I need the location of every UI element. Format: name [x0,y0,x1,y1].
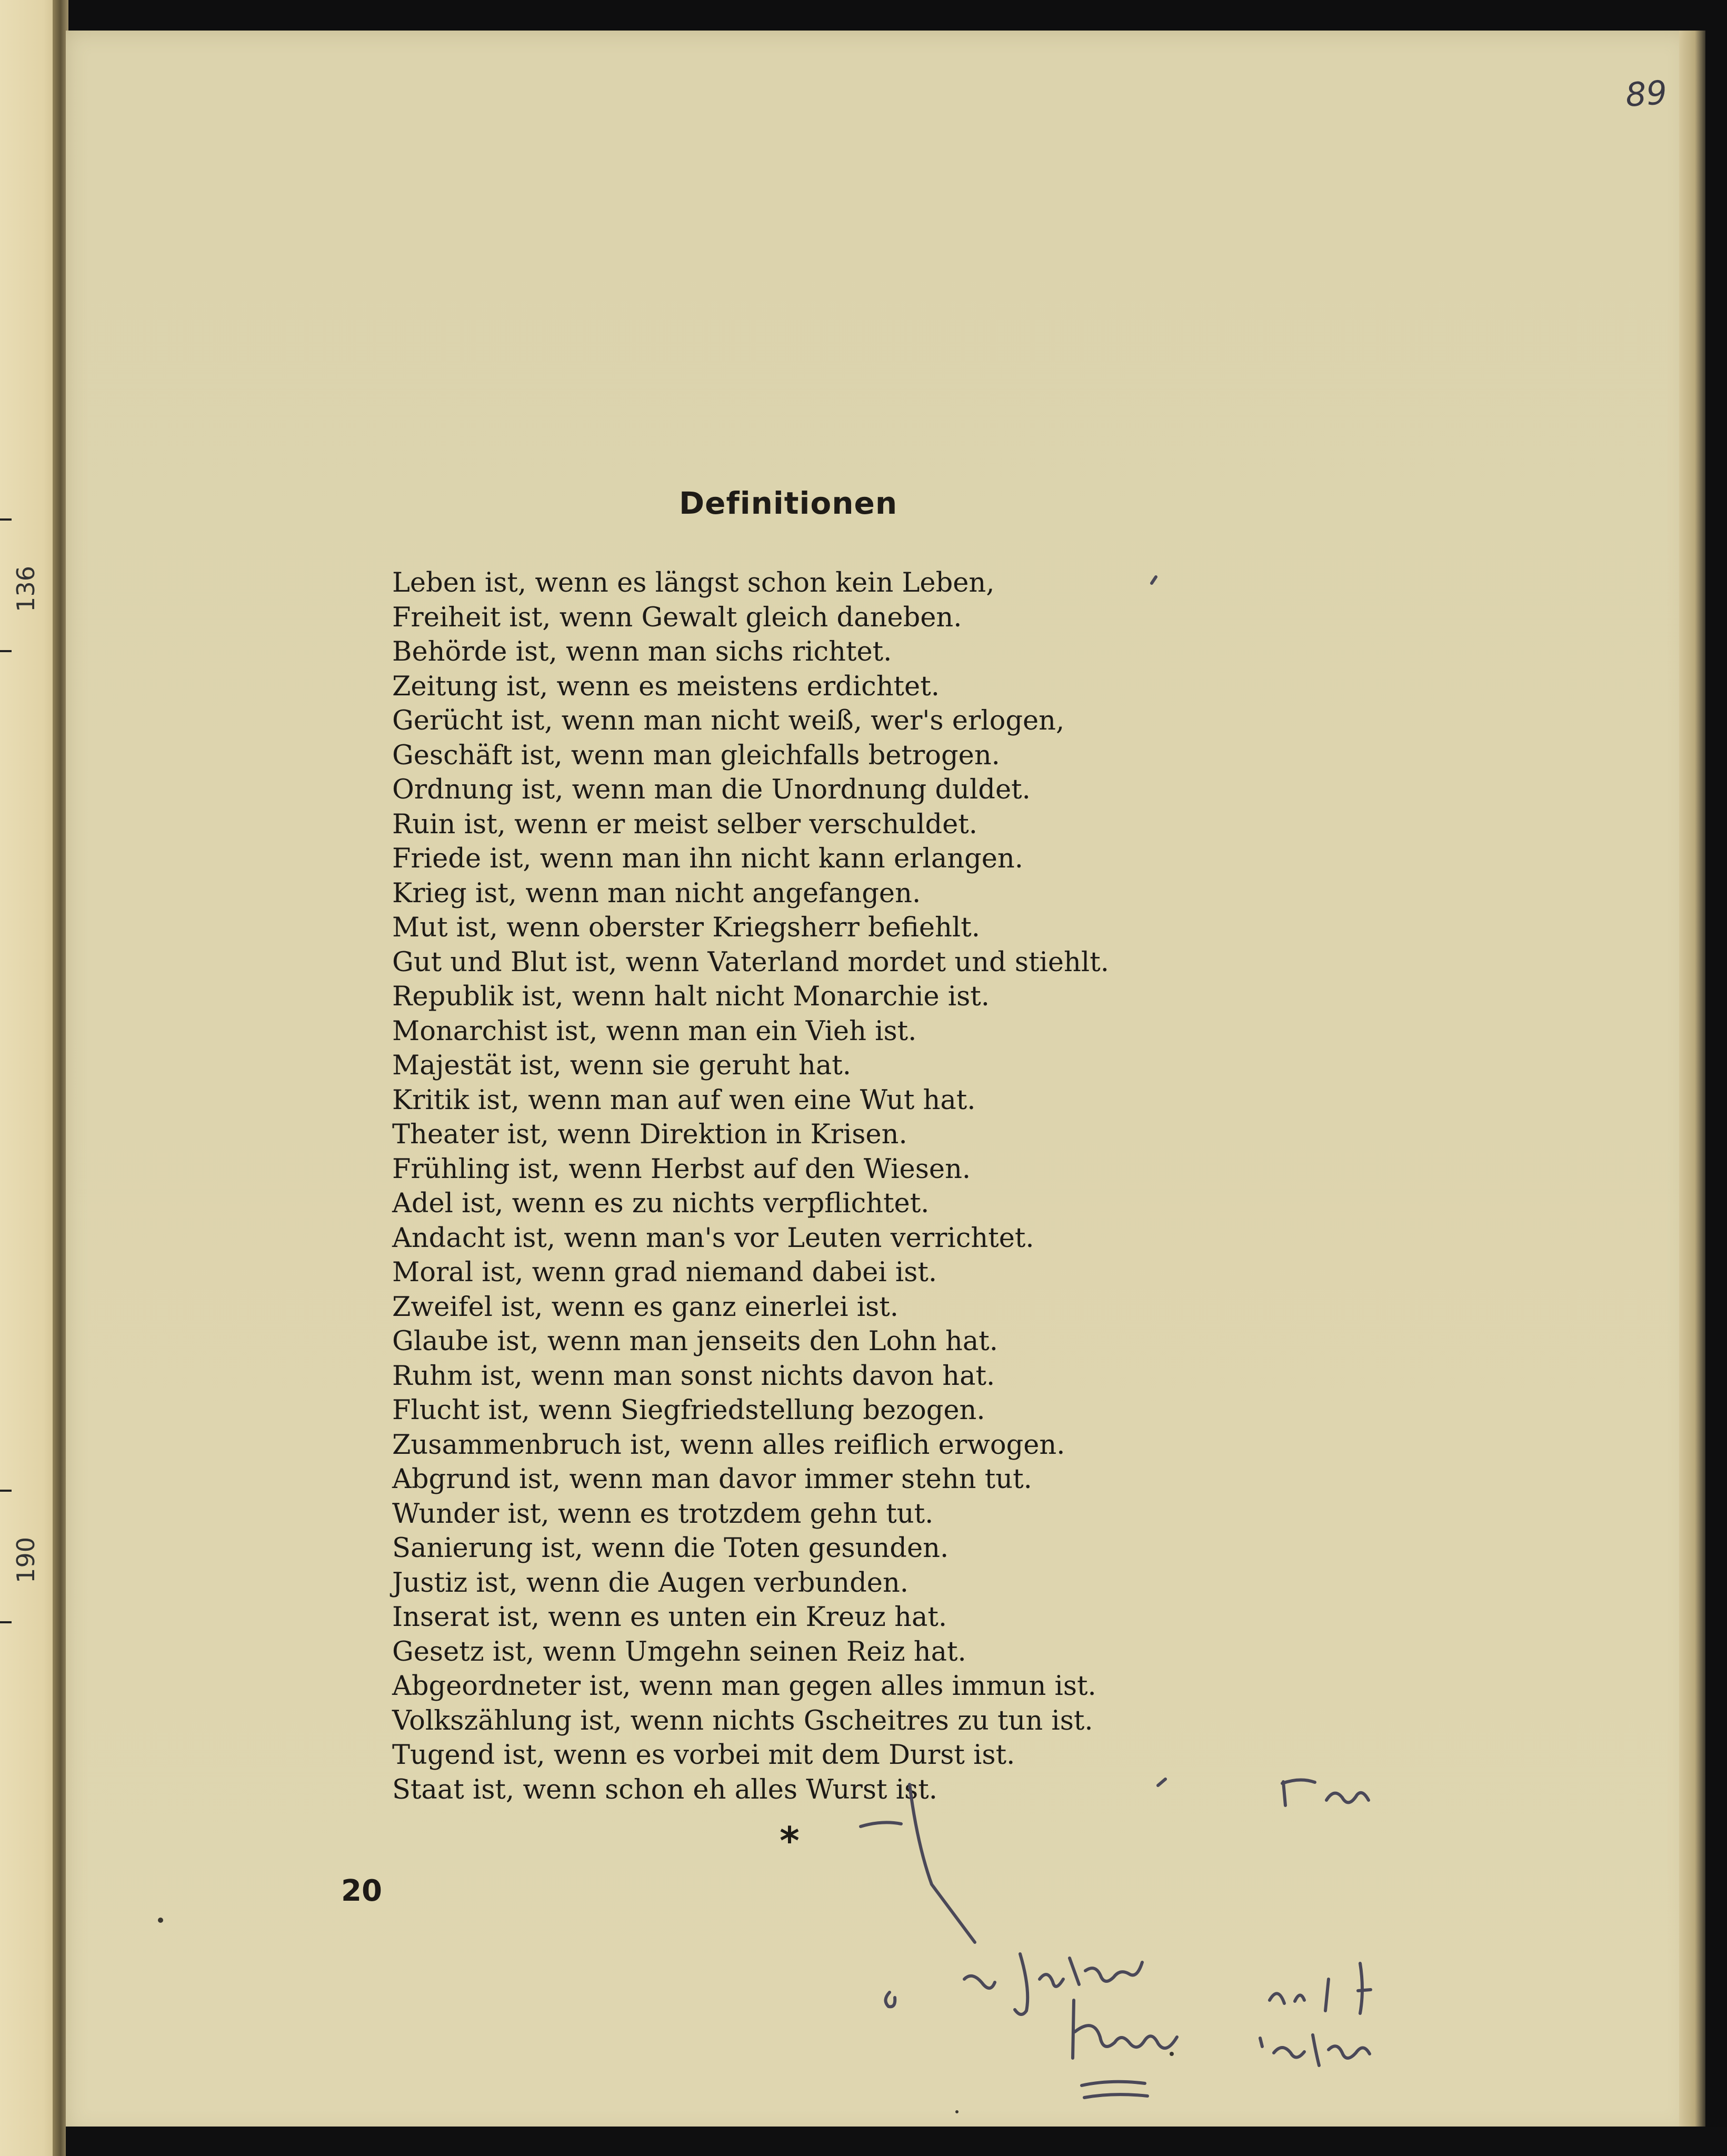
poem-line: Andacht ist, wenn man's vor Leuten verrichtet. [392,1222,1034,1254]
poem-line: Geschäft ist, wenn man gleichfalls betrogen. [392,740,1000,771]
poem-line: Mut ist, wenn oberster Kriegsherr befiehlt. [392,912,980,943]
scan-background [66,2127,1727,2156]
ruler-tick [0,518,12,521]
poem-line: Freiheit ist, wenn Gewalt gleich daneben. [392,602,962,633]
ruler-tick [0,1490,12,1492]
poem-line: Republik ist, wenn halt nicht Monarchie ist. [392,981,990,1012]
poem-line: Flucht ist, wenn Siegfriedstellung bezogen. [392,1395,985,1426]
poem-line: Inserat ist, wenn es unten ein Kreuz hat. [392,1602,947,1633]
poem-line: Ordnung ist, wenn man die Unordnung duldet. [392,774,1031,805]
poem-body [392,566,1234,1807]
poem-line: Abgrund ist, wenn man davor immer stehn tut. [392,1464,1032,1495]
page-number: 20 [341,1874,382,1908]
ruler-number: 136 [12,566,40,612]
poem-line: Majestät ist, wenn sie geruht hat. [392,1050,851,1081]
poem-line: Gesetz ist, wenn Umgehn seinen Reiz hat. [392,1636,966,1668]
poem-line: Gut und Blut ist, wenn Vaterland mordet und stiehlt. [392,946,1109,978]
section-separator: * [780,1819,800,1863]
poem-line: Friede ist, wenn man ihn nicht kann erlangen. [392,843,1023,874]
poem-title: Definitionen [679,485,898,521]
poem-line: Zeitung ist, wenn es meistens erdichtet. [392,671,940,702]
poem-line: Wunder ist, wenn es trotzdem gehn tut. [392,1498,934,1530]
page-edge-shadow [1679,31,1705,2133]
poem-line: Abgeordneter ist, wenn man gegen alles immun ist. [392,1671,1096,1702]
poem-line: Glaube ist, wenn man jenseits den Lohn hat. [392,1326,999,1357]
poem-line: Gerücht ist, wenn man nicht weiß, wer's erlogen, [392,705,1065,736]
poem-line: Ruhm ist, wenn man sonst nichts davon hat. [392,1360,995,1392]
poem-line: Behörde ist, wenn man sichs richtet. [392,636,892,667]
poem-line: Volkszählung ist, wenn nichts Gscheitres zu tun ist. [392,1705,1093,1736]
poem-line: Justiz ist, wenn die Augen verbunden. [392,1567,909,1599]
ruler-tick [0,1621,12,1623]
poem-line: Frühling ist, wenn Herbst auf den Wiesen. [392,1153,971,1185]
poem-line: Ruin ist, wenn er meist selber verschuldet. [392,808,977,840]
poem-line: Theater ist, wenn Direktion in Krisen. [392,1119,907,1150]
poem-line: Leben ist, wenn es längst schon kein Leben, [392,567,995,598]
poem-line: Moral ist, wenn grad niemand dabei ist. [392,1257,937,1288]
handwritten-folio-number: 89 [1624,73,1669,115]
poem-line: Adel ist, wenn es zu nichts verpflichtet. [392,1188,930,1219]
poem-line: Krieg ist, wenn man nicht angefangen. [392,877,921,909]
poem-line: Zusammenbruch ist, wenn alles reiflich erwogen. [392,1429,1065,1461]
poem-line: Tugend ist, wenn es vorbei mit dem Durst ist. [392,1740,1015,1771]
ruler-tick [0,650,12,652]
poem-line: Staat ist, wenn schon eh alles Wurst ist. [392,1774,937,1805]
poem-line: Sanierung ist, wenn die Toten gesunden. [392,1533,949,1564]
poem-line: Kritik ist, wenn man auf wen eine Wut hat. [392,1084,976,1116]
poem-line: Zweifel ist, wenn es ganz einerlei ist. [392,1291,899,1323]
poem-line: Monarchist ist, wenn man ein Vieh ist. [392,1015,917,1047]
ruler-number: 190 [12,1537,40,1583]
